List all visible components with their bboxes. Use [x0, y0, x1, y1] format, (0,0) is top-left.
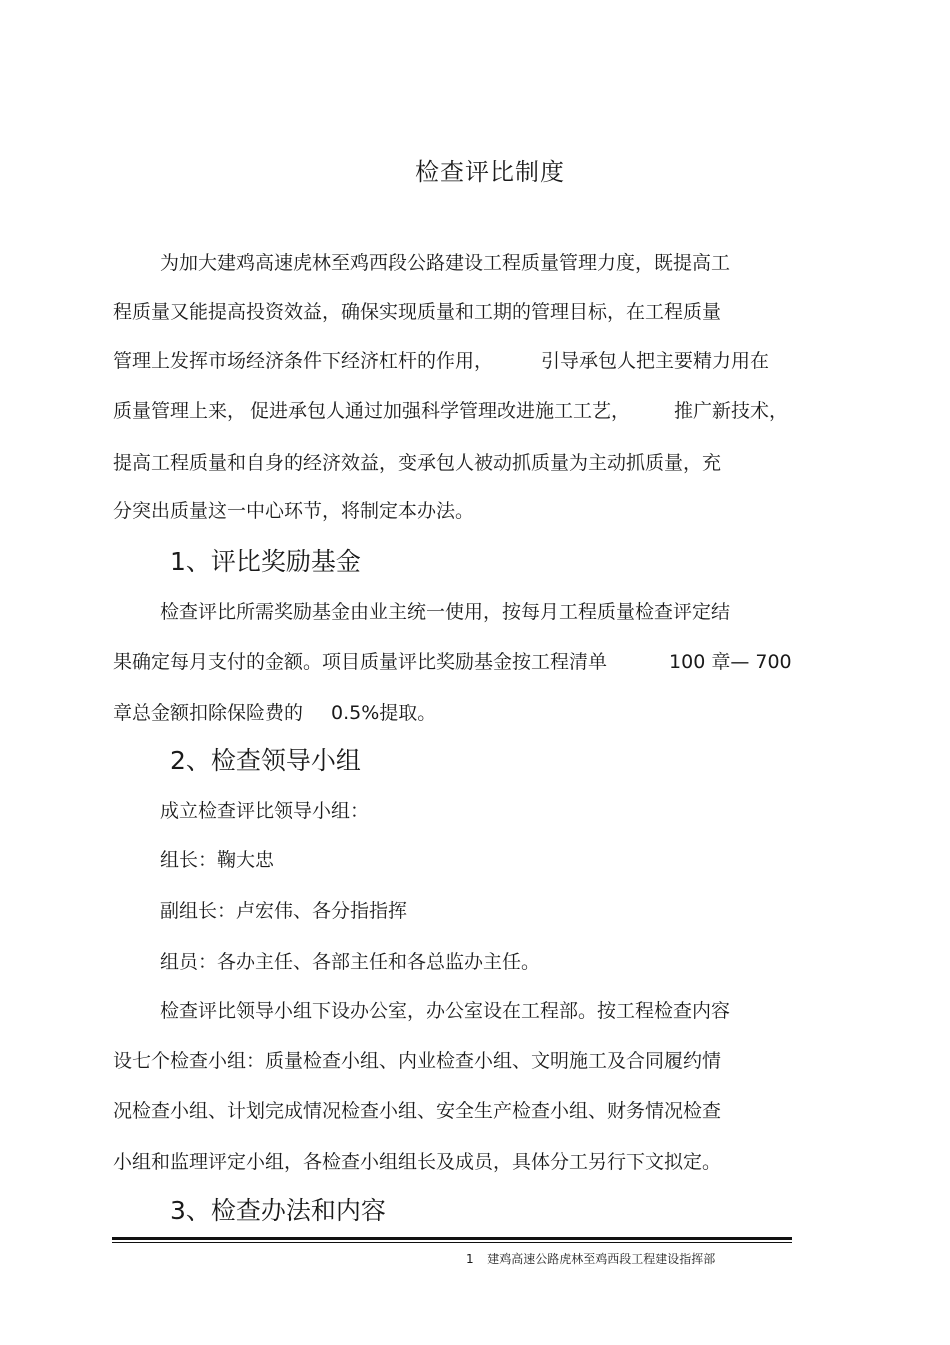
section-1-line-3-part-b: 0.5%提取。 [331, 702, 437, 724]
page-number: 1 [466, 1252, 474, 1266]
intro-line-3 [113, 349, 769, 373]
footer-rule-thin [112, 1242, 792, 1243]
intro-line-4-part-b: 促进承包人通过加强科学管理改进施工工艺， [250, 400, 631, 422]
section-2-line-2: 组长：鞠大忠 [160, 849, 275, 871]
intro-line-1: 为加大建鸡高速虎林至鸡西段公路建设工程质量管理力度，既提高工 [160, 252, 731, 274]
section-3-heading: 3、检查办法和内容 [170, 1196, 386, 1225]
page-footer [466, 1250, 715, 1267]
intro-line-3-part-a: 管理上发挥市场经济条件下经济杠杆的作用， [113, 350, 494, 372]
document-title: 检查评比制度 [415, 158, 565, 186]
section-1-line-2 [113, 650, 792, 674]
intro-line-5: 提高工程质量和自身的经济效益，变承包人被动抓质量为主动抓质量，充 [113, 452, 722, 474]
section-1-line-2-part-a: 果确定每月支付的金额。项目质量评比奖励基金按工程清单 [113, 651, 608, 673]
footer-rule-thick [112, 1237, 792, 1240]
section-2-line-1: 成立检查评比领导小组： [160, 800, 370, 822]
footer-organization: 建鸡高速公路虎林至鸡西段工程建设指挥部 [487, 1252, 716, 1266]
section-1-line-3-part-a: 章总金额扣除保险费的 [113, 702, 304, 724]
intro-line-4 [113, 399, 788, 423]
section-1-line-3 [113, 701, 436, 725]
intro-line-3-part-b: 引导承包人把主要精力用在 [541, 350, 770, 372]
intro-line-2: 程质量又能提高投资效益，确保实现质量和工期的管理目标，在工程质量 [113, 301, 722, 323]
section-2-line-8: 小组和监理评定小组，各检查小组组长及成员，具体分工另行下文拟定。 [113, 1151, 722, 1173]
section-2-line-7: 况检查小组、计划完成情况检查小组、安全生产检查小组、财务情况检查 [113, 1100, 722, 1122]
intro-line-4-part-c: 推广新技术， [674, 400, 789, 422]
section-2-line-6: 设七个检查小组：质量检查小组、内业检查小组、文明施工及合同履约情 [113, 1050, 722, 1072]
section-2-line-4: 组员：各办主任、各部主任和各总监办主任。 [160, 951, 541, 973]
section-2-line-5: 检查评比领导小组下设办公室，办公室设在工程部。按工程检查内容 [160, 1000, 731, 1022]
intro-line-4-part-a: 质量管理上来， [113, 400, 247, 422]
section-2-heading: 2、检查领导小组 [170, 746, 361, 775]
section-1-line-1: 检查评比所需奖励基金由业主统一使用，按每月工程质量检查评定结 [160, 601, 731, 623]
section-1-heading: 1、评比奖励基金 [170, 547, 361, 576]
section-1-line-2-part-b: 100 章— 700 [669, 651, 792, 673]
section-2-line-3: 副组长：卢宏伟、各分指指挥 [160, 900, 408, 922]
intro-line-6: 分突出质量这一中心环节，将制定本办法。 [113, 500, 475, 522]
